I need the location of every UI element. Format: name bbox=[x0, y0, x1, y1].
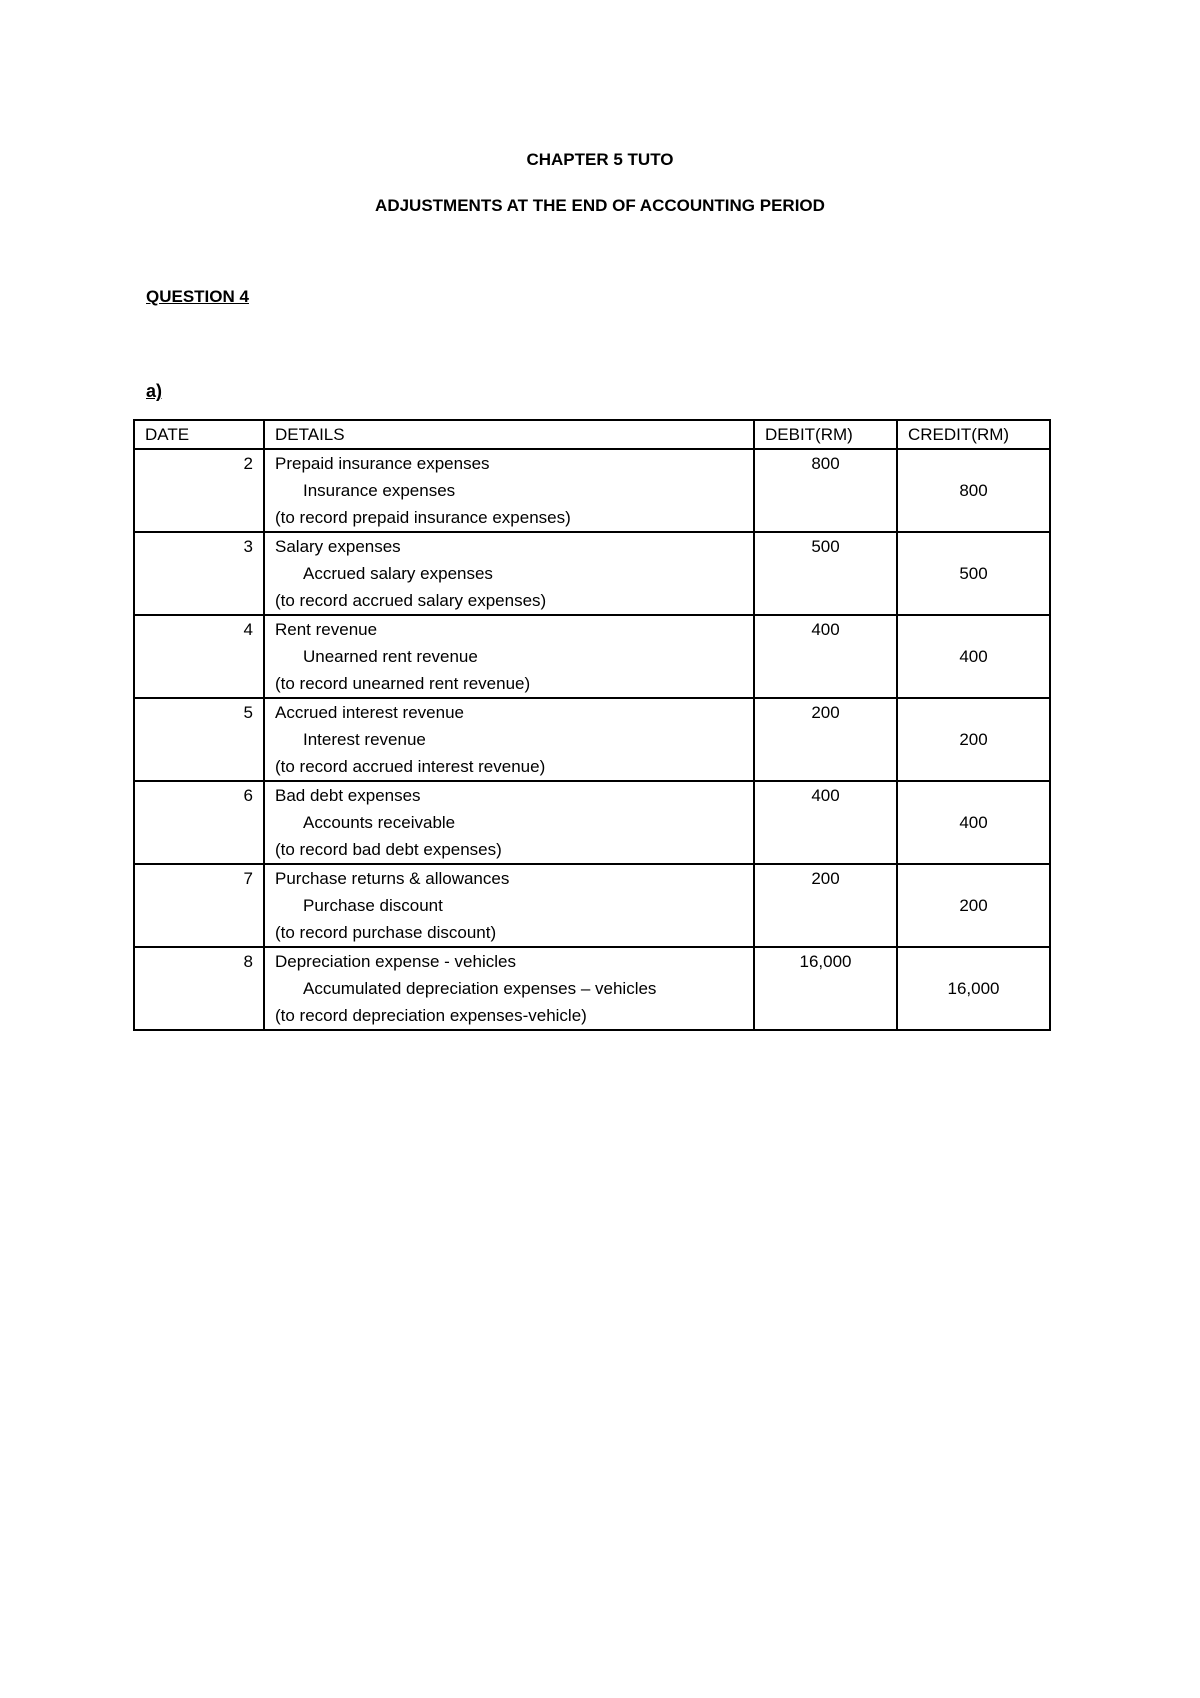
date-cell bbox=[134, 781, 264, 864]
debit-amount: 200 bbox=[811, 869, 840, 888]
credit-cell bbox=[897, 532, 1050, 615]
table-row bbox=[134, 449, 1050, 532]
credit-account: Accounts receivable bbox=[303, 813, 456, 832]
credit-amount: 400 bbox=[959, 813, 988, 832]
narration: (to record purchase discount) bbox=[275, 923, 497, 942]
debit-cell bbox=[754, 698, 897, 781]
debit-amount: 200 bbox=[811, 703, 840, 722]
debit-account: Prepaid insurance expenses bbox=[275, 454, 490, 473]
credit-cell bbox=[897, 698, 1050, 781]
narration: (to record accrued salary expenses) bbox=[275, 591, 547, 610]
column-header-details: DETAILS bbox=[264, 420, 754, 449]
debit-amount: 500 bbox=[811, 537, 840, 556]
credit-account: Unearned rent revenue bbox=[303, 647, 478, 666]
table-row bbox=[134, 532, 1050, 615]
table-header-row bbox=[134, 420, 1050, 449]
date-cell bbox=[134, 698, 264, 781]
debit-amount: 400 bbox=[811, 786, 840, 805]
debit-account: Depreciation expense - vehicles bbox=[275, 952, 516, 971]
credit-amount: 500 bbox=[959, 564, 988, 583]
details-cell bbox=[264, 698, 754, 781]
details-cell bbox=[264, 947, 754, 1030]
debit-cell bbox=[754, 781, 897, 864]
debit-account: Accrued interest revenue bbox=[275, 703, 464, 722]
details-cell bbox=[264, 449, 754, 532]
entry-date: 3 bbox=[243, 537, 253, 556]
column-header-date: DATE bbox=[134, 420, 264, 449]
credit-cell bbox=[897, 864, 1050, 947]
credit-amount: 200 bbox=[959, 896, 988, 915]
debit-cell bbox=[754, 532, 897, 615]
credit-account: Interest revenue bbox=[303, 730, 426, 749]
narration: (to record accrued interest revenue) bbox=[275, 757, 546, 776]
narration: (to record prepaid insurance expenses) bbox=[275, 508, 571, 527]
entry-date: 5 bbox=[243, 703, 253, 722]
narration: (to record bad debt expenses) bbox=[275, 840, 502, 859]
details-cell bbox=[264, 615, 754, 698]
entry-date: 4 bbox=[243, 620, 253, 639]
details-cell bbox=[264, 532, 754, 615]
narration: (to record depreciation expenses-vehicle) bbox=[275, 1006, 587, 1025]
debit-account: Purchase returns & allowances bbox=[275, 869, 510, 888]
chapter-title: CHAPTER 5 TUTO bbox=[526, 150, 674, 169]
journal-table bbox=[133, 419, 1051, 1031]
table-row bbox=[134, 615, 1050, 698]
credit-account: Accumulated depreciation expenses – vehicles bbox=[303, 979, 657, 998]
debit-cell bbox=[754, 615, 897, 698]
credit-account: Insurance expenses bbox=[303, 481, 456, 500]
debit-account: Bad debt expenses bbox=[275, 786, 421, 805]
credit-amount: 200 bbox=[959, 730, 988, 749]
date-cell bbox=[134, 615, 264, 698]
chapter-subtitle: ADJUSTMENTS AT THE END OF ACCOUNTING PERIOD bbox=[375, 196, 825, 215]
date-cell bbox=[134, 947, 264, 1030]
credit-amount: 400 bbox=[959, 647, 988, 666]
column-header-debit: DEBIT(RM) bbox=[754, 420, 897, 449]
table-row bbox=[134, 781, 1050, 864]
table-row bbox=[134, 698, 1050, 781]
entry-date: 7 bbox=[243, 869, 253, 888]
debit-account: Salary expenses bbox=[275, 537, 401, 556]
narration: (to record unearned rent revenue) bbox=[275, 674, 531, 693]
credit-cell bbox=[897, 781, 1050, 864]
credit-account: Purchase discount bbox=[303, 896, 443, 915]
credit-cell bbox=[897, 449, 1050, 532]
part-label: a) bbox=[146, 381, 163, 401]
entry-date: 6 bbox=[243, 786, 253, 805]
date-cell bbox=[134, 532, 264, 615]
debit-amount: 400 bbox=[811, 620, 840, 639]
date-cell bbox=[134, 864, 264, 947]
credit-amount: 16,000 bbox=[947, 979, 1000, 998]
column-header-credit: CREDIT(RM) bbox=[897, 420, 1050, 449]
debit-cell bbox=[754, 947, 897, 1030]
debit-cell bbox=[754, 449, 897, 532]
table-row bbox=[134, 864, 1050, 947]
credit-cell bbox=[897, 947, 1050, 1030]
credit-account: Accrued salary expenses bbox=[303, 564, 493, 583]
details-cell bbox=[264, 781, 754, 864]
debit-cell bbox=[754, 864, 897, 947]
question-label: QUESTION 4 bbox=[146, 287, 249, 306]
debit-account: Rent revenue bbox=[275, 620, 378, 639]
date-cell bbox=[134, 449, 264, 532]
credit-cell bbox=[897, 615, 1050, 698]
debit-amount: 800 bbox=[811, 454, 840, 473]
entry-date: 8 bbox=[243, 952, 253, 971]
table-row bbox=[134, 947, 1050, 1030]
details-cell bbox=[264, 864, 754, 947]
credit-amount: 800 bbox=[959, 481, 988, 500]
debit-amount: 16,000 bbox=[799, 952, 852, 971]
entry-date: 2 bbox=[243, 454, 253, 473]
